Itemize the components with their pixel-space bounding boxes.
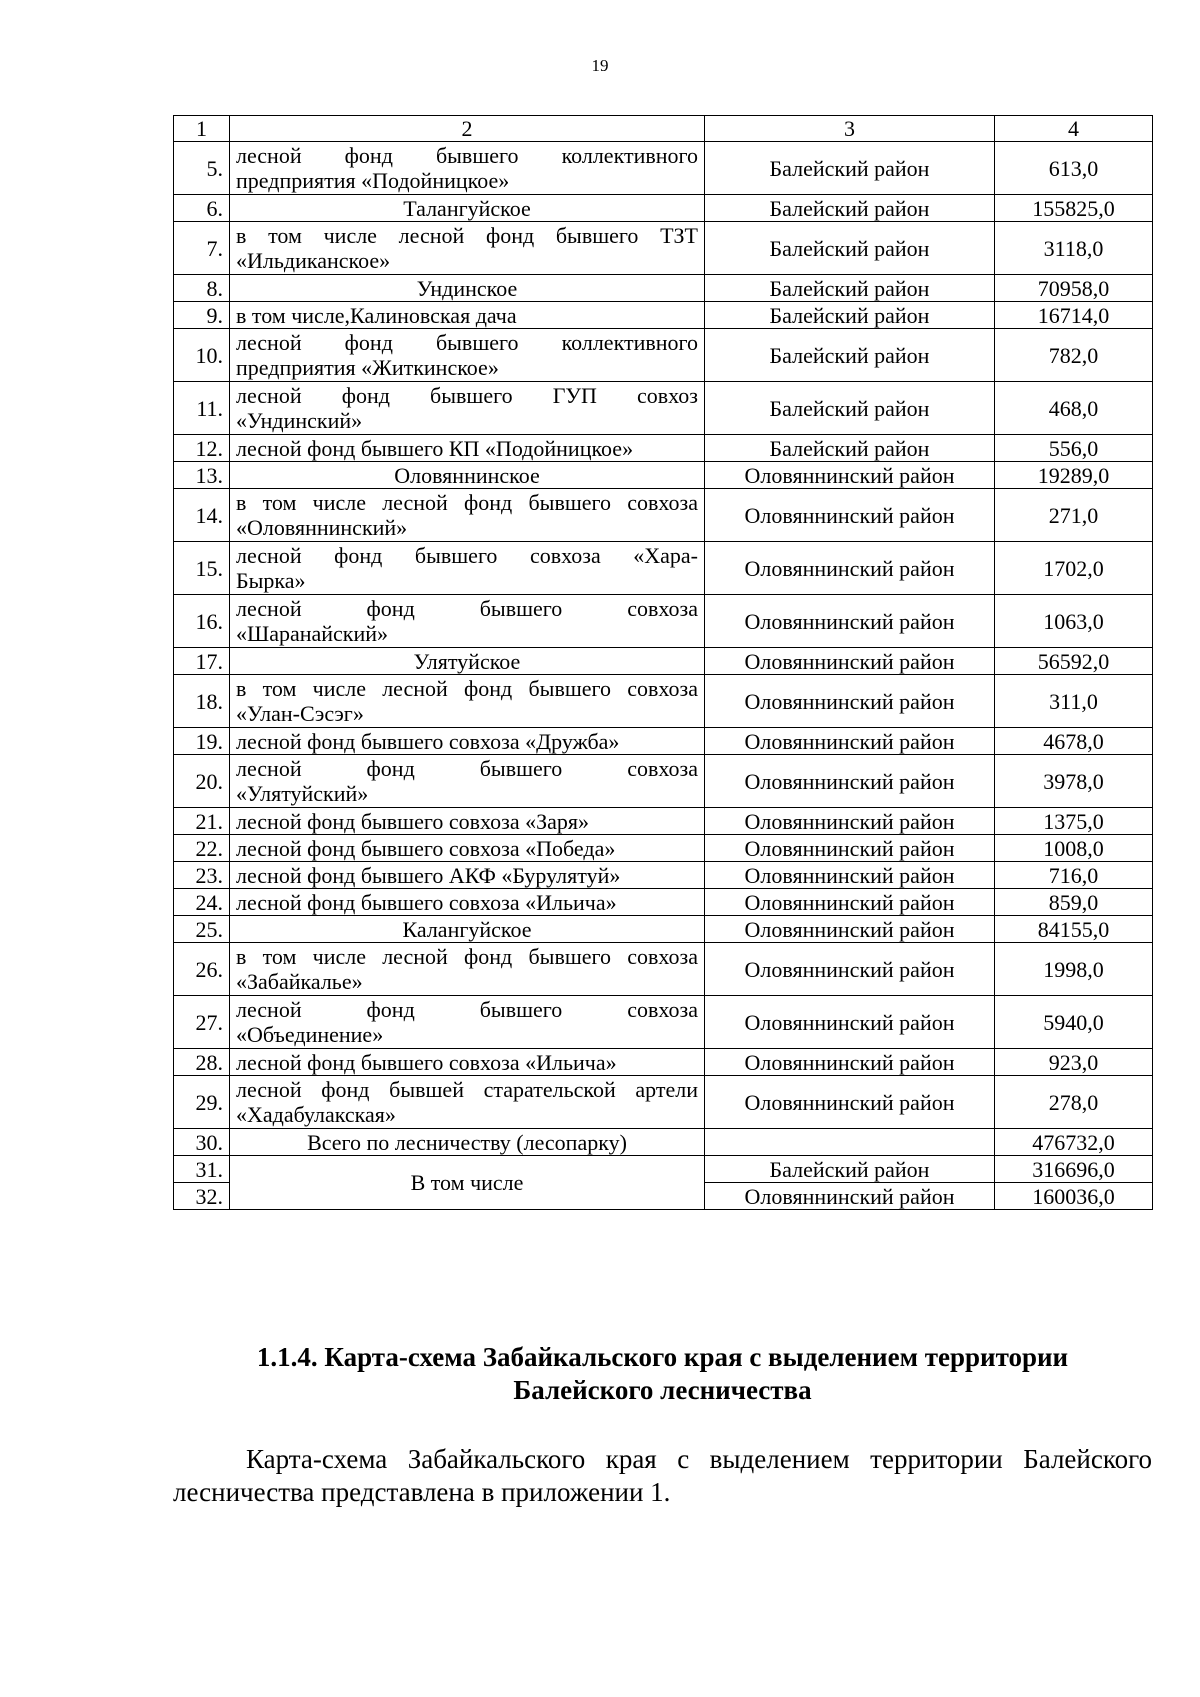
row-number: 17. xyxy=(174,648,230,675)
row-area: 859,0 xyxy=(995,889,1153,916)
row-district: Балейский район xyxy=(705,195,995,222)
row-area: 782,0 xyxy=(995,329,1153,382)
row-name: лесной фонд бывшего совхоза «Победа» xyxy=(230,835,705,862)
row-number: 5. xyxy=(174,142,230,195)
table-row xyxy=(174,382,1153,435)
table-row xyxy=(174,1049,1153,1076)
table-row xyxy=(174,755,1153,808)
row-district: Оловяннинский район xyxy=(705,889,995,916)
row-number: 12. xyxy=(174,435,230,462)
row-district: Балейский район xyxy=(705,222,995,275)
row-area: 923,0 xyxy=(995,1049,1153,1076)
header-cell: 4 xyxy=(995,116,1153,142)
table-row xyxy=(174,542,1153,595)
table-row xyxy=(174,275,1153,302)
row-number: 20. xyxy=(174,755,230,808)
row-area: 1008,0 xyxy=(995,835,1153,862)
row-area: 271,0 xyxy=(995,489,1153,542)
row-area: 3118,0 xyxy=(995,222,1153,275)
row-name-line: лесной фонд бывшего совхоза xyxy=(236,997,698,1022)
row-name-line: «Оловяннинский» xyxy=(236,515,408,540)
section-title xyxy=(173,1341,1152,1407)
row-district: Оловяннинский район xyxy=(705,862,995,889)
table-row xyxy=(174,862,1153,889)
table-header-row xyxy=(174,116,1153,142)
row-number: 14. xyxy=(174,489,230,542)
row-name xyxy=(230,943,705,996)
row-district xyxy=(705,1129,995,1156)
row-name-line: предприятия «Подойницкое» xyxy=(236,168,510,193)
row-name-line: «Объединение» xyxy=(236,1022,384,1047)
row-district: Балейский район xyxy=(705,1156,995,1183)
row-district: Оловяннинский район xyxy=(705,462,995,489)
row-name-line: лесной фонд бывшего коллективного xyxy=(236,143,698,168)
row-area: 5940,0 xyxy=(995,996,1153,1049)
row-district: Оловяннинский район xyxy=(705,916,995,943)
row-area: 1998,0 xyxy=(995,943,1153,996)
row-area: 56592,0 xyxy=(995,648,1153,675)
table-row xyxy=(174,648,1153,675)
row-area: 70958,0 xyxy=(995,275,1153,302)
row-district: Оловяннинский район xyxy=(705,808,995,835)
header-cell: 1 xyxy=(174,116,230,142)
row-area: 476732,0 xyxy=(995,1129,1153,1156)
row-district: Оловяннинский район xyxy=(705,595,995,648)
row-name-line: лесной фонд бывшего совхоза xyxy=(236,756,698,781)
header-cell: 2 xyxy=(230,116,705,142)
row-name-line: «Забайкалье» xyxy=(236,969,363,994)
row-area: 155825,0 xyxy=(995,195,1153,222)
row-name-line: «Улятуйский» xyxy=(236,781,369,806)
row-district: Оловяннинский район xyxy=(705,728,995,755)
row-name xyxy=(230,996,705,1049)
row-name-line: в том числе лесной фонд бывшего совхоза xyxy=(236,490,698,515)
row-name-line: лесной фонд бывшей старательской артели xyxy=(236,1077,698,1102)
row-number: 22. xyxy=(174,835,230,862)
row-number: 7. xyxy=(174,222,230,275)
row-number: 6. xyxy=(174,195,230,222)
row-number: 15. xyxy=(174,542,230,595)
row-name: Оловяннинское xyxy=(230,462,705,489)
row-name: Ундинское xyxy=(230,275,705,302)
row-district: Оловяннинский район xyxy=(705,675,995,728)
row-name-line: Бырка» xyxy=(236,568,306,593)
row-district: Балейский район xyxy=(705,302,995,329)
table-row xyxy=(174,222,1153,275)
row-number: 11. xyxy=(174,382,230,435)
row-name-line: «Ундинский» xyxy=(236,408,363,433)
table-row xyxy=(174,996,1153,1049)
row-name xyxy=(230,542,705,595)
row-number: 31. xyxy=(174,1156,230,1183)
row-name: Талангуйское xyxy=(230,195,705,222)
row-name: лесной фонд бывшего АКФ «Бурулятуй» xyxy=(230,862,705,889)
table-row xyxy=(174,329,1153,382)
row-area: 1375,0 xyxy=(995,808,1153,835)
row-number: 24. xyxy=(174,889,230,916)
row-number: 18. xyxy=(174,675,230,728)
row-district: Оловяннинский район xyxy=(705,1183,995,1210)
row-number: 25. xyxy=(174,916,230,943)
row-name xyxy=(230,329,705,382)
table-row xyxy=(174,489,1153,542)
row-name-line: предприятия «Житкинское» xyxy=(236,355,499,380)
row-district: Оловяннинский район xyxy=(705,1076,995,1129)
row-name-line: «Улан-Сэсэг» xyxy=(236,701,364,726)
row-name xyxy=(230,675,705,728)
row-area: 716,0 xyxy=(995,862,1153,889)
row-name-line: лесной фонд бывшего совхоза «Хара- xyxy=(236,543,698,568)
row-area: 1702,0 xyxy=(995,542,1153,595)
table-row xyxy=(174,435,1153,462)
row-area: 278,0 xyxy=(995,1076,1153,1129)
row-area: 613,0 xyxy=(995,142,1153,195)
row-name xyxy=(230,489,705,542)
row-name xyxy=(230,755,705,808)
row-name-line: в том числе лесной фонд бывшего совхоза xyxy=(236,944,698,969)
row-district: Оловяннинский район xyxy=(705,755,995,808)
table-row xyxy=(174,1129,1153,1156)
table-row xyxy=(174,195,1153,222)
row-area: 3978,0 xyxy=(995,755,1153,808)
row-name: Всего по лесничеству (лесопарку) xyxy=(230,1129,705,1156)
row-area: 16714,0 xyxy=(995,302,1153,329)
row-name: В том числе xyxy=(230,1156,705,1210)
row-name: лесной фонд бывшего КП «Подойницкое» xyxy=(230,435,705,462)
row-district: Оловяннинский район xyxy=(705,943,995,996)
section-title-line: Балейского лесничества xyxy=(513,1375,812,1405)
table-row xyxy=(174,808,1153,835)
row-number: 26. xyxy=(174,943,230,996)
row-number: 10. xyxy=(174,329,230,382)
row-name xyxy=(230,142,705,195)
table-row xyxy=(174,889,1153,916)
row-number: 8. xyxy=(174,275,230,302)
row-area: 84155,0 xyxy=(995,916,1153,943)
row-area: 316696,0 xyxy=(995,1156,1153,1183)
section-title-line: 1.1.4. Карта-схема Забайкальского края с выделением территории xyxy=(256,1342,1069,1372)
row-name-line: лесной фонд бывшего ГУП совхоз xyxy=(236,383,698,408)
table-row xyxy=(174,1076,1153,1129)
table-row xyxy=(174,835,1153,862)
section-paragraph: Карта-схема Забайкальского края с выделением территории Балейского лесничества представлена в приложении 1. xyxy=(173,1444,1152,1507)
row-name-line: лесной фонд бывшего коллективного xyxy=(236,330,698,355)
row-name-line: «Хадабулакская» xyxy=(236,1102,396,1127)
row-area: 19289,0 xyxy=(995,462,1153,489)
table-row xyxy=(174,142,1153,195)
page-number: 19 xyxy=(591,56,609,75)
table-row xyxy=(174,1156,1153,1183)
row-name xyxy=(230,382,705,435)
row-district: Балейский район xyxy=(705,275,995,302)
table-row xyxy=(174,595,1153,648)
table-row xyxy=(174,675,1153,728)
row-name: Калангуйское xyxy=(230,916,705,943)
table-row xyxy=(174,302,1153,329)
header-cell: 3 xyxy=(705,116,995,142)
row-name-line: «Ильдиканское» xyxy=(236,248,391,273)
row-district: Балейский район xyxy=(705,329,995,382)
row-number: 30. xyxy=(174,1129,230,1156)
row-name-line: «Шаранайский» xyxy=(236,621,389,646)
row-district: Оловяннинский район xyxy=(705,1049,995,1076)
row-area: 1063,0 xyxy=(995,595,1153,648)
row-area: 4678,0 xyxy=(995,728,1153,755)
row-name: лесной фонд бывшего совхоза «Ильича» xyxy=(230,889,705,916)
row-district: Оловяннинский район xyxy=(705,835,995,862)
row-district: Балейский район xyxy=(705,435,995,462)
row-district: Балейский район xyxy=(705,382,995,435)
row-number: 23. xyxy=(174,862,230,889)
row-district: Оловяннинский район xyxy=(705,542,995,595)
row-area: 311,0 xyxy=(995,675,1153,728)
row-name xyxy=(230,1076,705,1129)
table-row xyxy=(174,462,1153,489)
row-name: лесной фонд бывшего совхоза «Ильича» xyxy=(230,1049,705,1076)
table-row xyxy=(174,943,1153,996)
row-number: 27. xyxy=(174,996,230,1049)
row-district: Оловяннинский район xyxy=(705,996,995,1049)
row-district: Балейский район xyxy=(705,142,995,195)
row-number: 19. xyxy=(174,728,230,755)
row-name-line: в том числе лесной фонд бывшего ТЗТ xyxy=(236,223,698,248)
row-district: Оловяннинский район xyxy=(705,648,995,675)
row-name: в том числе,Калиновская дача xyxy=(230,302,705,329)
row-number: 32. xyxy=(174,1183,230,1210)
row-name: лесной фонд бывшего совхоза «Дружба» xyxy=(230,728,705,755)
row-number: 9. xyxy=(174,302,230,329)
row-number: 16. xyxy=(174,595,230,648)
row-area: 160036,0 xyxy=(995,1183,1153,1210)
row-name xyxy=(230,222,705,275)
table-row xyxy=(174,728,1153,755)
row-area: 468,0 xyxy=(995,382,1153,435)
row-name-line: лесной фонд бывшего совхоза xyxy=(236,596,698,621)
row-number: 29. xyxy=(174,1076,230,1129)
row-name: Улятуйское xyxy=(230,648,705,675)
row-name-line: в том числе лесной фонд бывшего совхоза xyxy=(236,676,698,701)
forest-fund-table xyxy=(173,115,1153,1210)
row-number: 21. xyxy=(174,808,230,835)
row-number: 13. xyxy=(174,462,230,489)
table-row xyxy=(174,916,1153,943)
row-number: 28. xyxy=(174,1049,230,1076)
row-area: 556,0 xyxy=(995,435,1153,462)
row-name: лесной фонд бывшего совхоза «Заря» xyxy=(230,808,705,835)
row-name xyxy=(230,595,705,648)
row-district: Оловяннинский район xyxy=(705,489,995,542)
